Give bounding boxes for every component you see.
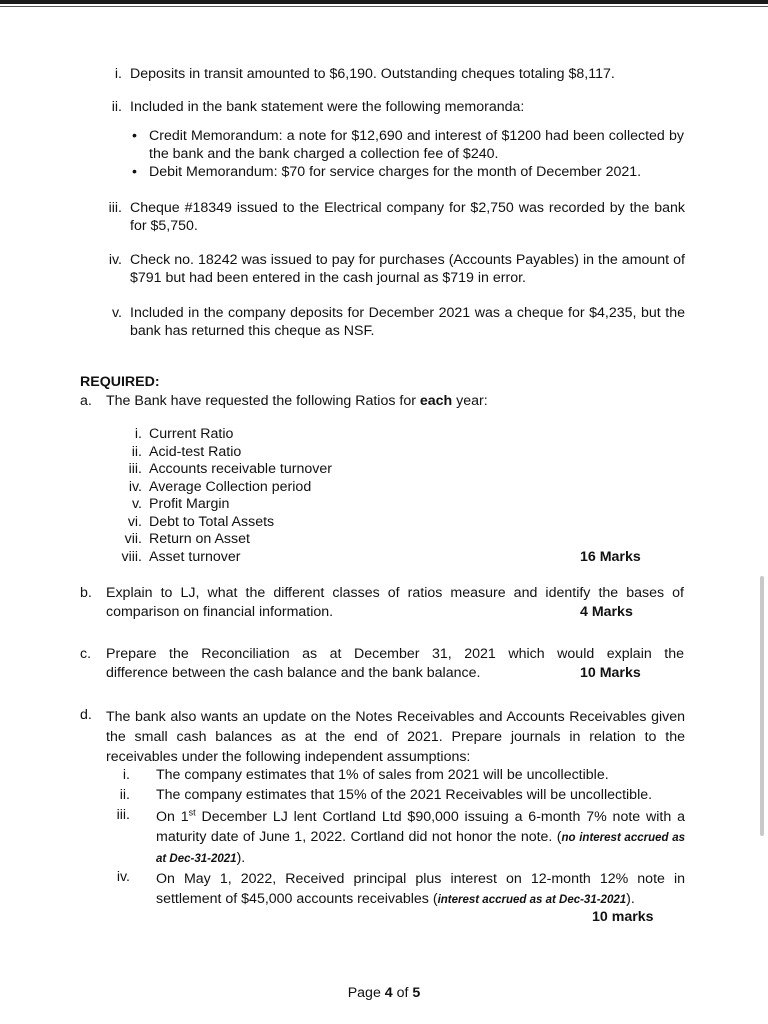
ratio-label: Current Ratio xyxy=(149,426,234,442)
section-letter: d. xyxy=(80,707,92,723)
ratio-label: Debt to Total Assets xyxy=(149,513,275,530)
ratio-number: viii. xyxy=(121,548,142,565)
note-number: ii. xyxy=(111,99,122,115)
section-a-text xyxy=(106,393,686,411)
footer-prefix: Page xyxy=(347,985,385,1001)
assumption-note: no interest accrued as at Dec-31-2021 xyxy=(156,832,686,865)
note-text: Cheque #18349 issued to the Electrical company for $2,750 was recorded by the bank for $5,750. xyxy=(130,200,685,234)
ratio-number: i. xyxy=(134,426,142,442)
required-heading-text: REQUIRED: xyxy=(80,374,160,390)
assumption-number: ii. xyxy=(119,787,130,803)
section-letter: c. xyxy=(80,646,92,662)
ratio-label: Acid-test Ratio xyxy=(149,443,242,460)
ratio-number: v. xyxy=(132,496,142,512)
section-a-pre: The Bank have requested the following Ratios for xyxy=(106,393,420,409)
assumption-text-post: December LJ lent Cortland Ltd $90,000 issuing a 6-month 7% note with a maturity date of June 1, 2022. Cortland did not honor the note. ( xyxy=(156,809,685,845)
assumption-number: i. xyxy=(122,767,130,783)
assumption-text: The company estimates that 15% of the 2021 Receivables will be uncollectible. xyxy=(156,787,653,803)
page-footer xyxy=(0,985,768,1003)
ratio-number: iii. xyxy=(128,461,142,477)
assumption-note: interest accrued as at Dec-31-2021 xyxy=(437,894,627,906)
section-letter: a. xyxy=(80,393,92,409)
assumption-text-end: ). xyxy=(236,850,246,866)
ratio-label: Asset turnover xyxy=(149,548,241,565)
ordinal-superscript: st xyxy=(188,807,196,818)
scrollbar-thumb[interactable] xyxy=(760,576,764,836)
section-c-line2: difference between the cash balance and the bank balance. xyxy=(106,665,481,681)
ratio-label: Profit Margin xyxy=(149,496,230,512)
assumption-number: iv. xyxy=(116,869,130,885)
ratio-label: Return on Asset xyxy=(149,531,250,547)
note-number: iii. xyxy=(108,200,122,216)
bullet-icon: • xyxy=(132,164,137,180)
marks-c: 10 Marks xyxy=(580,665,641,681)
note-text: Included in the bank statement were the following memoranda: xyxy=(130,99,525,115)
note-text: Check no. 18242 was issued to pay for purchases (Accounts Payables) in the amount of $791 but had been entered in the cash journal as $719 in error. xyxy=(130,252,685,286)
note-text: Included in the company deposits for December 2021 was a cheque for $4,235, but the bank has returned this cheque as NSF. xyxy=(130,305,685,339)
assumption-text-end: ). xyxy=(626,891,635,907)
section-a-post: year: xyxy=(452,393,488,409)
note-number: i. xyxy=(114,66,122,82)
ratio-number: vi. xyxy=(127,513,142,530)
marks-b: 4 Marks xyxy=(580,604,633,620)
top-border-thin xyxy=(0,6,768,7)
marks-a: 16 Marks xyxy=(580,549,641,565)
ratio-number: vii. xyxy=(124,531,142,547)
memo-text: Credit Memorandum: a note for $12,690 and interest of $1200 had been collected by the bank and the bank charged a collection fee of $240. xyxy=(149,128,684,162)
current-page-number: 4 xyxy=(384,985,393,1001)
top-border-thick xyxy=(0,0,768,4)
section-a-bold: each xyxy=(419,393,453,409)
assumption-text: The company estimates that 1% of sales from 2021 will be uncollectible. xyxy=(156,767,609,783)
required-heading xyxy=(80,374,160,392)
bullet-icon: • xyxy=(132,128,137,144)
note-text: Deposits in transit amounted to $6,190. Outstanding cheques totaling $8,117. xyxy=(130,66,615,82)
note-number: v. xyxy=(112,305,122,321)
total-page-number: 5 xyxy=(412,985,421,1001)
ratio-number: ii. xyxy=(131,443,142,460)
section-d-text: The bank also wants an update on the Notes Receivables and Accounts Receivables given the small cash balances as at the end of 2021. Prepare journals in relation to the receivables under the following independent assumptions: xyxy=(106,709,685,765)
section-letter: b. xyxy=(80,585,92,601)
assumption-text-pre: On 1 xyxy=(156,809,189,825)
section-b-line2: comparison on financial information. xyxy=(106,604,334,620)
assumption-text xyxy=(156,869,685,910)
assumption-text-pre: On May 1, 2022, Received principal plus interest on 12-month 12% note in settlement of $45,000 accounts receivables ( xyxy=(156,871,685,907)
ratio-label: Average Collection period xyxy=(149,478,312,495)
marks-d: 10 marks xyxy=(592,909,654,925)
memo-text: Debit Memorandum: $70 for service charges for the month of December 2021. xyxy=(149,164,642,180)
assumption-number: iii. xyxy=(116,807,130,823)
section-c-line1: Prepare the Reconciliation as at December 31, 2021 which would explain the xyxy=(106,646,684,662)
footer-middle: of xyxy=(392,985,413,1001)
ratio-label: Accounts receivable turnover xyxy=(149,461,332,477)
ratio-number: iv. xyxy=(128,478,142,495)
assumption-text xyxy=(156,807,685,869)
section-b-line1: Explain to LJ, what the different classes of ratios measure and identify the bases of xyxy=(106,585,684,601)
note-number: iv. xyxy=(108,252,122,268)
